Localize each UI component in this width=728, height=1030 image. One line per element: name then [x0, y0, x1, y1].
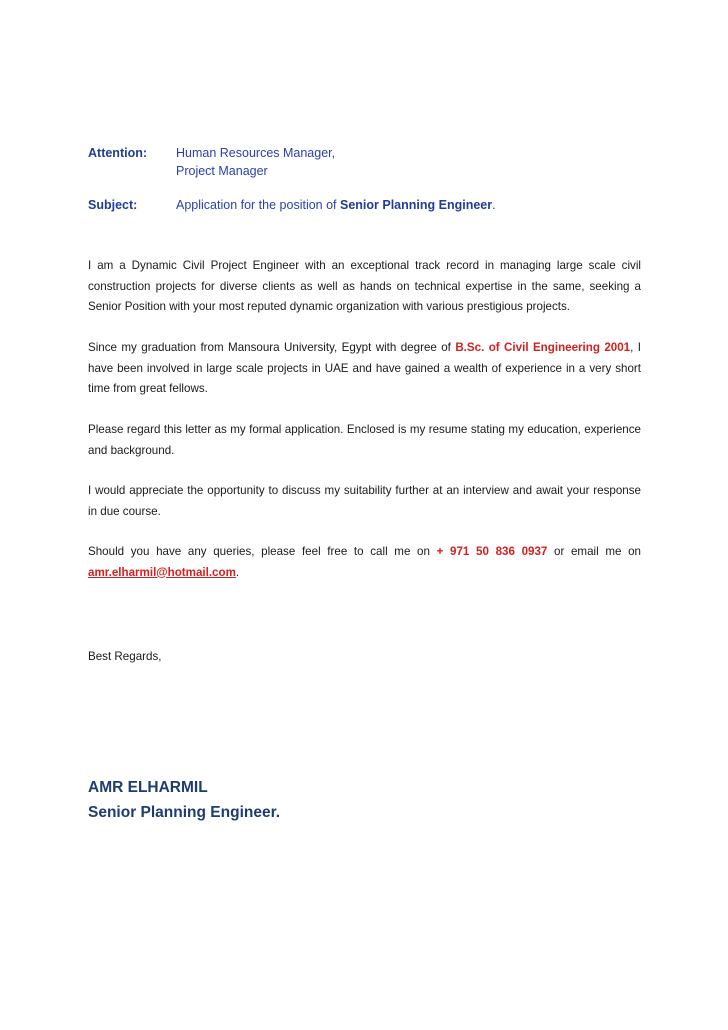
education-prefix: Since my graduation from Mansoura University, Egypt with degree of — [88, 341, 456, 354]
subject-suffix: . — [492, 198, 496, 212]
degree-highlight: B.Sc. of Civil Engineering 2001 — [455, 341, 631, 354]
subject-prefix: Application for the position of — [176, 198, 340, 212]
contact-suffix: . — [235, 565, 240, 579]
attention-label: Attention: — [88, 146, 148, 160]
signature-name: AMR ELHARMIL — [88, 779, 208, 796]
subject-line — [176, 197, 496, 213]
attention-line-2: Project Manager — [176, 164, 268, 178]
phone-number: + 971 50 836 0937 — [436, 545, 548, 558]
signature-title: Senior Planning Engineer. — [88, 804, 281, 821]
paragraph-interview: I would appreciate the opportunity to discuss my suitability further at an interview and await your response in due course. — [88, 484, 641, 518]
contact-middle: or email me on — [547, 545, 641, 558]
email-link[interactable]: amr.elharmil@hotmail.com — [88, 565, 236, 579]
paragraph-intro: I am a Dynamic Civil Project Engineer with an exceptional track record in managing large scale civil construction projects for diverse clients as well as hands on technical expertise in the same, seeking a Senior Position with your most reputed dynamic organization with various prestigious projects. — [88, 259, 641, 313]
education-suffix: , I have been involved in large scale projects in UAE and have gained a wealth of experience in a very short time from great fellows. — [88, 341, 641, 395]
closing-regards: Best Regards, — [88, 650, 162, 663]
paragraph-application: Please regard this letter as my formal application. Enclosed is my resume stating my education, experience and background. — [88, 423, 641, 457]
contact-prefix: Should you have any queries, please feel free to call me on — [88, 545, 437, 558]
attention-line-1: Human Resources Manager, — [176, 146, 336, 160]
paragraph-contact — [88, 542, 641, 583]
subject-position: Senior Planning Engineer — [340, 198, 493, 212]
subject-label: Subject: — [88, 198, 138, 212]
paragraph-education — [88, 338, 641, 400]
